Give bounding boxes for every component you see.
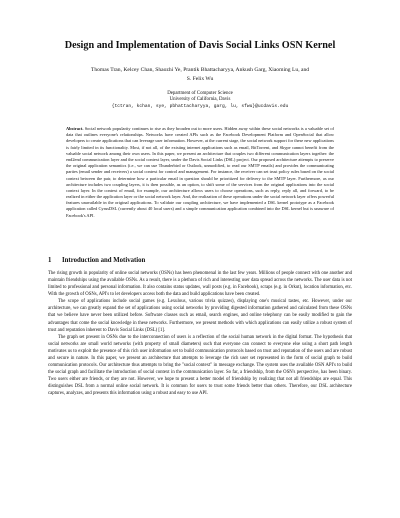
author-list (60, 66, 340, 84)
paragraph-1: The rising growth in popularity of online social networks (OSNs) has been phenomenal in the last few years. Millions of people connect with one another and maintain friendships using the available OSNs. As a result, there is a plethora of rich and interesting user data spread across the networks. The user data is not limited to professional and personal information. It also contains status updates, wall posts (e.g. in Facebook), scraps (e.g. in Orkut), location information, etc. With the growth of OSNs, API's to let developers access both the data and build applications have been created. (48, 271, 352, 298)
abstract-text: Social network popularity continues to rise as they broaden out to more users. Hidden away within these social networks is a valuable set of data that outlines everyone's relationships. Networks have created APIs such as the Facebook Development Platform and OpenSocial that allow developers to create applications that can leverage user information. However, at the current stage, the social network support for these new applications is fairly limited in its functionality. Most, if not all, of the existing internet applications such as email, BitTorrent, and Skype cannot benefit from the valuable social network among their own users. In this paper, we present an architecture that couples two different communication layers together: the end2end communication layer and the social context layer, under the Davis Social Links (DSL) project. Our proposed architecture attempts to preserve the original application semantics (i.e., we can use Thunderbird or Outlook, unmodified, to read our SMTP emails) and provides the communicating parties (email sender and receivers) a social context for control and management. For instance, the receiver can set trust policy rules based on the social context between the pair, to determine how a particular email in question should be prioritized for delivery to the SMTP layer. Furthermore, as our architecture includes two coupling layers, it is then possible, as an option, to shift some of the services from the original applications into the social context layer. In the context of email, for example, our architecture allows users to choose operations, such as reply, reply all, and forward, to be realized in either the application layer or the social network layer. And, the realization of these operations under the social network layer offers powerful features unavailable in the original applications. To validate our coupling architecture, we have implemented a DSL kernel prototype as a Facebook application called CyrusDSL (currently about 40 local users) and a simple communication application combined into the DSL kernel but is unaware of Facebook's API. (66, 126, 334, 218)
section-number: 1 (48, 257, 52, 264)
affiliation (60, 91, 340, 110)
paragraph-2: The scope of applications include social games (e.g. Lexulous, various trivia quizzes), displaying one's musical tastes, etc. However, under our architecture, we can greatly expand the set of applications using social networks by providing digested information gathered and calculated from these OSNs that we believe have never been utilized before. Software classes such as email, search engines, and online telephony can be easily modified to gain the advantages that come the social knowledge in these networks. Furthermore, we present methods with which applications can easily utilize a robust system of trust and reputation inherent to Davis Social Links (DSL) [1]. (48, 299, 352, 333)
section-body (48, 270, 352, 397)
author-emails: {tctran, kchan, sye, pbhattacharyya, garg, lu, sfwu}@ucdavis.edu (111, 103, 289, 109)
authors-line-2: S. Felix Wu (186, 76, 214, 82)
affiliation-department: Department of Computer Science (167, 91, 233, 96)
abstract-label: Abstract. (66, 126, 84, 131)
abstract (66, 126, 334, 219)
affiliation-university: University of California, Davis (169, 97, 231, 103)
authors-line-1: Thomas Tran, Kelcey Chan, Shaozhi Ye, Prantik Bhattacharyya, Ankush Garg, Xiaoming Lu, and (90, 67, 310, 73)
section-heading (48, 257, 145, 264)
paragraph-3: The graph set present in OSNs due to the interconnection of users is a reflection of the social human network in the digital format. The hypothesis that social networks are small world networks (with property of small diameters) such that everyone can connect to everyone else using a short path length motivates us to exploit the presence of this rich user information set to build communication protocols based on trust and reputation of the users and are robust and secure in nature. In this paper, we present an architecture that attempts to leverage the rich user set represented in the form of social graph to build communication protocols. Our architecture thus attempts to bring the "social context" in message exchange. The system uses the available OSN API's to build the social graph and facilitate the introduction of social context in the communication layer. So far, a friendship, from the OSN's perspective, has been binary. Two users either are friends, or they are not. However, we hope to present a better model of friendship by realizing that not all friendships are equal. This distinguishes DSL from a normal online social network. It is common for users to trust some friends better than others. Therefore, our DSL architecture captures, analyzes, and presents this information using a robust and easy to use API. (48, 334, 352, 397)
paper-title: Design and Implementation of Davis Social Links OSN Kernel (64, 40, 336, 51)
section-title: Introduction and Motivation (62, 257, 146, 264)
